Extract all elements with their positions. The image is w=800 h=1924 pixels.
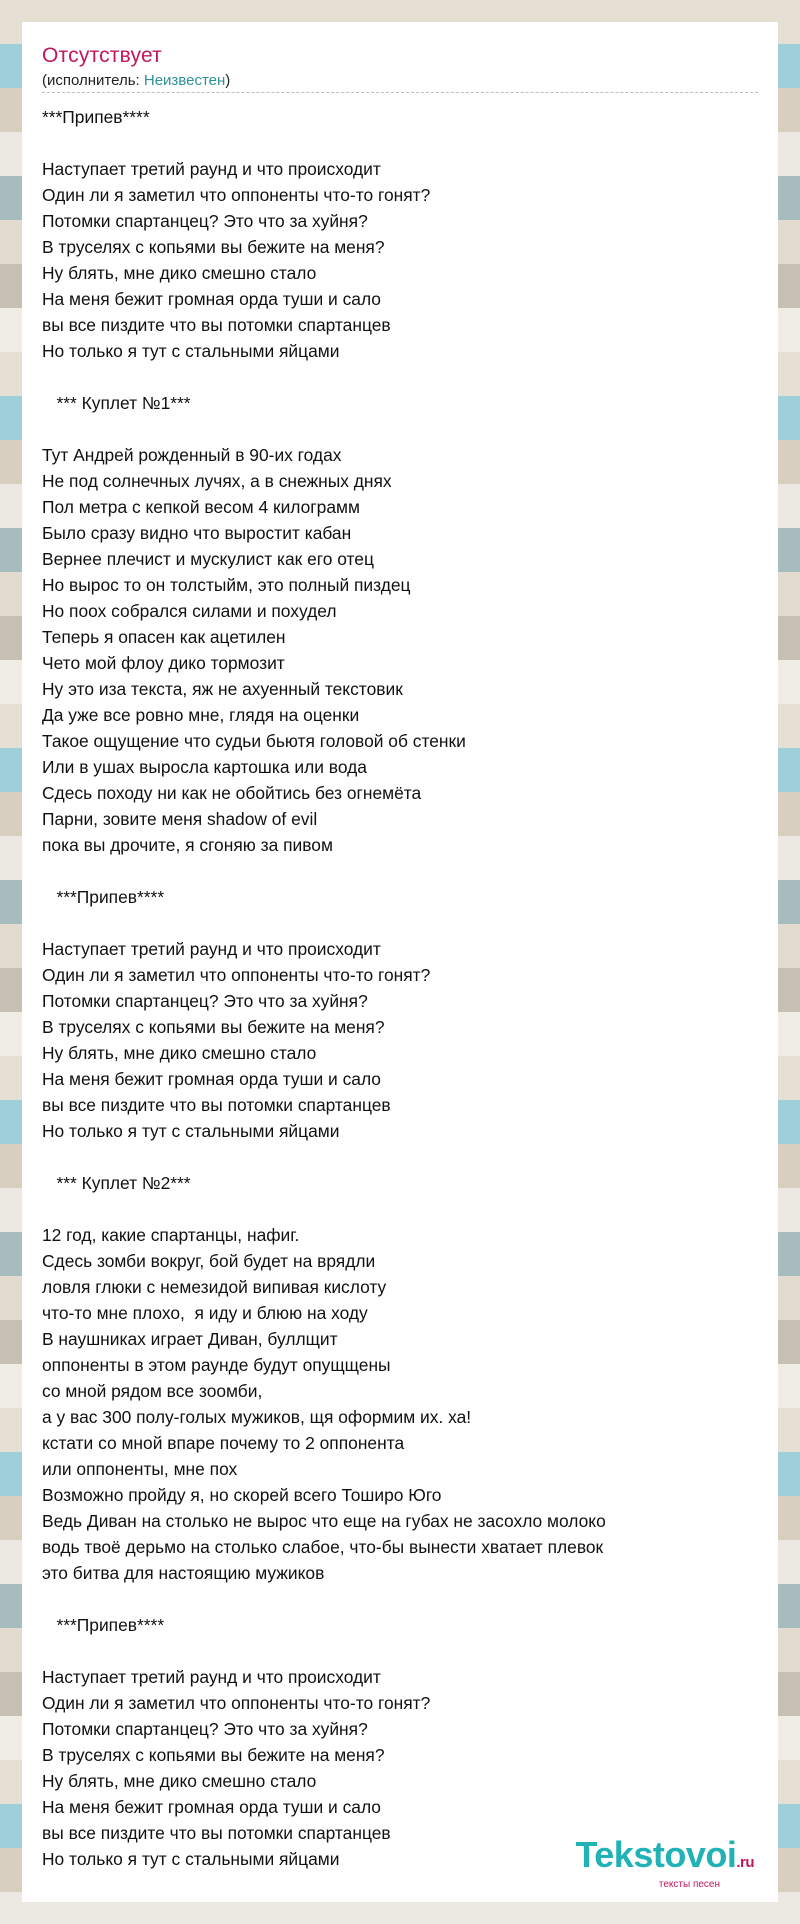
lyric-line: Возможно пройду я, но скорей всего Тоширо Юго	[42, 1485, 442, 1505]
lyric-line	[42, 416, 762, 442]
lyric-line: это битва для настоящию мужиков	[42, 1563, 325, 1583]
lyric-line	[42, 364, 762, 390]
lyric-line: ***Припев****	[42, 107, 150, 127]
lyric-line: Не под солнечных лучях, а в снежных днях	[42, 471, 392, 491]
lyric-line	[42, 1196, 762, 1222]
lyric-line: Ведь Диван на столько не вырос что еще на губах не засохло молоко	[42, 1511, 606, 1531]
song-subtitle	[42, 72, 230, 89]
lyric-line: а у вас 300 полу-голых мужиков, щя оформим их. ха!	[42, 1407, 472, 1427]
lyric-line: Вернее плечист и мускулист как его отец	[42, 549, 374, 569]
lyric-line: Тут Андрей рожденный в 90-их годах	[42, 445, 342, 465]
lyric-line: Наступает третий раунд и что происходит	[42, 939, 381, 959]
lyric-line	[42, 910, 762, 936]
lyric-line: что-то мне плохо, я иду и блюю на ходу	[42, 1303, 368, 1323]
lyric-line: Чето мой флоу дико тормозит	[42, 653, 285, 673]
lyrics-card	[22, 22, 778, 1902]
logo-tld: .ru	[736, 1854, 754, 1871]
lyric-line: Но только я тут с стальными яйцами	[42, 1121, 340, 1141]
artist-link[interactable]: Неизвестен	[143, 72, 226, 89]
lyric-line: Один ли я заметил что оппоненты что-то гонят?	[42, 1693, 431, 1713]
lyric-line: 12 год, какие спартанцы, нафиг.	[42, 1225, 300, 1245]
lyric-line: *** Куплет №2***	[42, 1173, 191, 1193]
lyric-line	[42, 1586, 762, 1612]
lyric-line: Ну блять, мне дико смешно стало	[42, 1771, 317, 1791]
lyric-line: Ну блять, мне дико смешно стало	[42, 1043, 317, 1063]
logo-tagline: тексты песен	[658, 1879, 720, 1890]
lyric-line: Или в ушах выросла картошка или вода	[42, 757, 367, 777]
lyric-line	[42, 858, 762, 884]
lyric-line: Ну блять, мне дико смешно стало	[42, 263, 317, 283]
lyric-line: *** Куплет №1***	[42, 393, 191, 413]
lyric-line: или оппоненты, мне пох	[42, 1459, 238, 1479]
logo-name: Tekstovoi	[575, 1834, 737, 1875]
title-divider	[42, 92, 758, 93]
lyric-line: ***Припев****	[42, 887, 165, 907]
lyric-line: Теперь я опасен как ацетилен	[42, 627, 286, 647]
lyrics-text	[42, 104, 762, 1872]
lyric-line	[42, 1638, 762, 1664]
lyric-line	[42, 130, 762, 156]
lyric-line: вы все пиздите что вы потомки спартанцев	[42, 1095, 391, 1115]
lyric-line: На меня бежит громная орда туши и сало	[42, 289, 381, 309]
lyric-line: В труселях с копьями вы бежите на меня?	[42, 1017, 385, 1037]
lyric-line: вы все пиздите что вы потомки спартанцев	[42, 315, 391, 335]
lyric-line: оппоненты в этом раунде будут опущщены	[42, 1355, 391, 1375]
lyric-line: На меня бежит громная орда туши и сало	[42, 1069, 381, 1089]
lyric-line: Наступает третий раунд и что происходит	[42, 1667, 381, 1687]
artist-prefix: (исполнитель:	[42, 72, 144, 89]
lyric-line: со мной рядом все зоомби,	[42, 1381, 263, 1401]
site-logo[interactable]	[575, 1834, 754, 1890]
lyric-line: кстати со мной впаре почему то 2 оппонента	[42, 1433, 405, 1453]
lyric-line: Но поох собрался силами и похудел	[42, 601, 337, 621]
song-title: Отсутствует	[42, 44, 162, 67]
lyric-line: ловля глюки с немезидой випивая кислоту	[42, 1277, 387, 1297]
lyric-line: Один ли я заметил что оппоненты что-то гонят?	[42, 965, 431, 985]
lyric-line: Такое ощущение что судьи бьютя головой об стенки	[42, 731, 466, 751]
lyric-line: В наушниках играет Диван, буллщит	[42, 1329, 338, 1349]
lyric-line: В труселях с копьями вы бежите на меня?	[42, 1745, 385, 1765]
artist-suffix: )	[225, 72, 231, 89]
lyric-line: Но только я тут с стальными яйцами	[42, 1849, 340, 1869]
lyric-line: Потомки спартанцец? Это что за хуйня?	[42, 211, 368, 231]
lyric-line: ***Припев****	[42, 1615, 165, 1635]
lyric-line: Но вырос то он толстыйм, это полный пиздец	[42, 575, 411, 595]
lyric-line: Да уже все ровно мне, глядя на оценки	[42, 705, 360, 725]
lyric-line: вы все пиздите что вы потомки спартанцев	[42, 1823, 391, 1843]
lyric-line: Парни, зовите меня shadow of evil	[42, 809, 318, 829]
lyric-line: Сдесь зомби вокруг, бой будет на врядли	[42, 1251, 376, 1271]
lyric-line: Было сразу видно что выростит кабан	[42, 523, 352, 543]
lyric-line: Ну это иза текста, яж не ахуенный текстовик	[42, 679, 403, 699]
lyric-line: Но только я тут с стальными яйцами	[42, 341, 340, 361]
lyric-line	[42, 1144, 762, 1170]
lyric-line: На меня бежит громная орда туши и сало	[42, 1797, 381, 1817]
lyric-line: водь твоё дерьмо на столько слабое, что-бы вынести хватает плевок	[42, 1537, 604, 1557]
lyric-line: пока вы дрочите, я сгоняю за пивом	[42, 835, 333, 855]
lyric-line: В труселях с копьями вы бежите на меня?	[42, 237, 385, 257]
lyric-line: Потомки спартанцец? Это что за хуйня?	[42, 1719, 368, 1739]
lyric-line: Сдесь походу ни как не обойтись без огнемёта	[42, 783, 422, 803]
lyric-line: Наступает третий раунд и что происходит	[42, 159, 381, 179]
lyric-line: Один ли я заметил что оппоненты что-то гонят?	[42, 185, 431, 205]
lyric-line: Пол метра с кепкой весом 4 килограмм	[42, 497, 360, 517]
lyric-line: Потомки спартанцец? Это что за хуйня?	[42, 991, 368, 1011]
